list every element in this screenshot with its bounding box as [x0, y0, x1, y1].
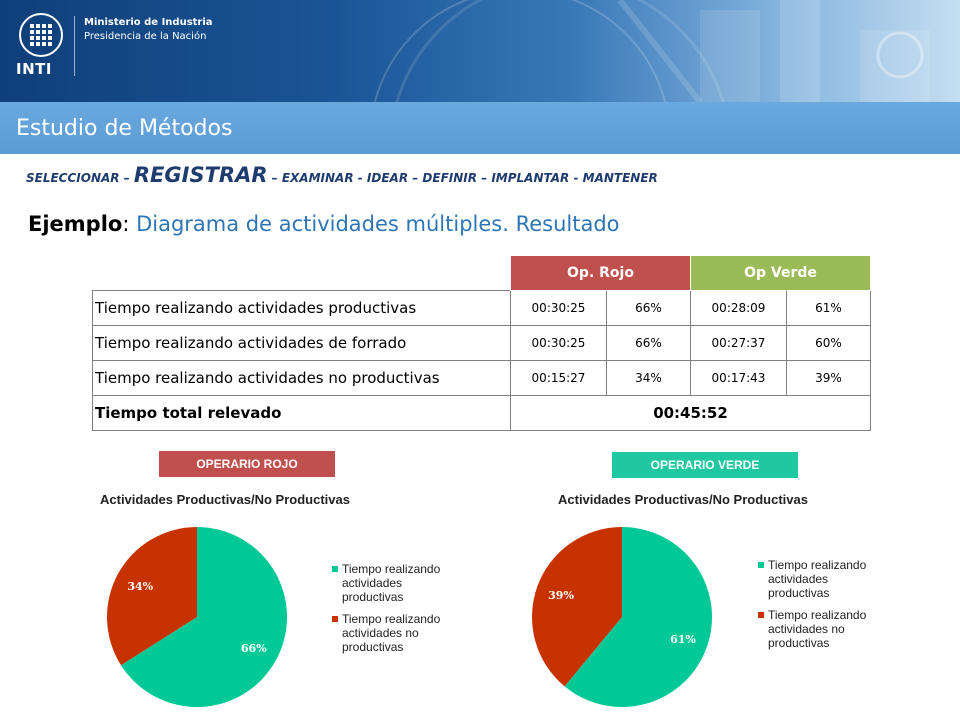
legend-label: Tiempo realizando actividades productivas [342, 562, 441, 604]
verde-time: 00:17:43 [691, 361, 787, 396]
table-total-row [93, 396, 871, 431]
legend-swatch [332, 616, 338, 622]
table-header-blank [93, 256, 511, 291]
legend-swatch [758, 562, 764, 568]
legend-item-nonproductive [332, 612, 462, 654]
row-label: Tiempo realizando actividades productivas [93, 291, 511, 326]
chart-rojo-title: Actividades Productivas/No Productivas [100, 492, 350, 507]
verde-time: 00:28:09 [691, 291, 787, 326]
legend-item-nonproductive [758, 608, 888, 650]
legend-label: Tiempo realizando actividades no productivas [768, 608, 867, 650]
legend-item-productive [332, 562, 462, 604]
pie-chart-rojo [100, 520, 300, 710]
row-label: Tiempo realizando actividades de forrado [93, 326, 511, 361]
page-title: Estudio de Métodos [16, 116, 233, 141]
chart-verde-legend [758, 558, 888, 658]
legend-label: Tiempo realizando actividades no productivas [342, 612, 441, 654]
verde-pct: 61% [787, 291, 871, 326]
table-row [93, 326, 871, 361]
chart-rojo-legend [332, 562, 462, 662]
verde-pct: 60% [787, 326, 871, 361]
banner-background-decoration [0, 0, 960, 102]
ministry-subtitle: Presidencia de la Nación [84, 31, 207, 42]
rojo-time: 00:30:25 [511, 291, 607, 326]
title-bar [0, 102, 960, 154]
row-label: Tiempo realizando actividades no productivas [93, 361, 511, 396]
pie-chart-verde [525, 520, 725, 710]
section-heading [28, 212, 620, 236]
ministry-name: Ministerio de Industria [84, 17, 213, 28]
operario-verde-badge: OPERARIO VERDE [612, 452, 798, 478]
pie-data-label: 34% [127, 579, 154, 593]
legend-swatch [332, 566, 338, 572]
table-header-row [93, 256, 871, 291]
logo-text: INTI [16, 60, 52, 78]
total-value: 00:45:52 [511, 396, 871, 431]
table-row [93, 291, 871, 326]
heading-colon: : [122, 212, 130, 236]
rojo-pct: 66% [607, 291, 691, 326]
legend-label: Tiempo realizando actividades productivas [768, 558, 867, 600]
rojo-time: 00:15:27 [511, 361, 607, 396]
legend-item-productive [758, 558, 888, 600]
pie-data-label: 39% [548, 589, 574, 603]
rojo-pct: 66% [607, 326, 691, 361]
heading-rest: Diagrama de actividades múltiples. Resultado [129, 212, 620, 236]
process-steps [26, 163, 658, 187]
inti-logo-icon[interactable] [18, 12, 64, 58]
total-label: Tiempo total relevado [93, 396, 511, 431]
verde-time: 00:27:37 [691, 326, 787, 361]
pie-data-label: 66% [240, 642, 267, 656]
steps-current: REGISTRAR [133, 163, 268, 187]
steps-before: SELECCIONAR – [26, 171, 134, 185]
heading-bold: Ejemplo [28, 212, 123, 236]
legend-swatch [758, 612, 764, 618]
rojo-pct: 34% [607, 361, 691, 396]
verde-pct: 39% [787, 361, 871, 396]
table-row [93, 361, 871, 396]
header-op-verde: Op Verde [691, 256, 871, 291]
header-banner [0, 0, 960, 102]
operario-rojo-badge: OPERARIO ROJO [159, 451, 335, 477]
logo-divider [74, 16, 75, 76]
header-op-rojo: Op. Rojo [511, 256, 691, 291]
steps-after: – EXAMINAR - IDEAR – DEFINIR – IMPLANTAR - MANTENER [267, 171, 658, 185]
rojo-time: 00:30:25 [511, 326, 607, 361]
results-table [92, 255, 871, 431]
pie-data-label: 61% [670, 632, 696, 646]
chart-verde-title: Actividades Productivas/No Productivas [558, 492, 808, 507]
